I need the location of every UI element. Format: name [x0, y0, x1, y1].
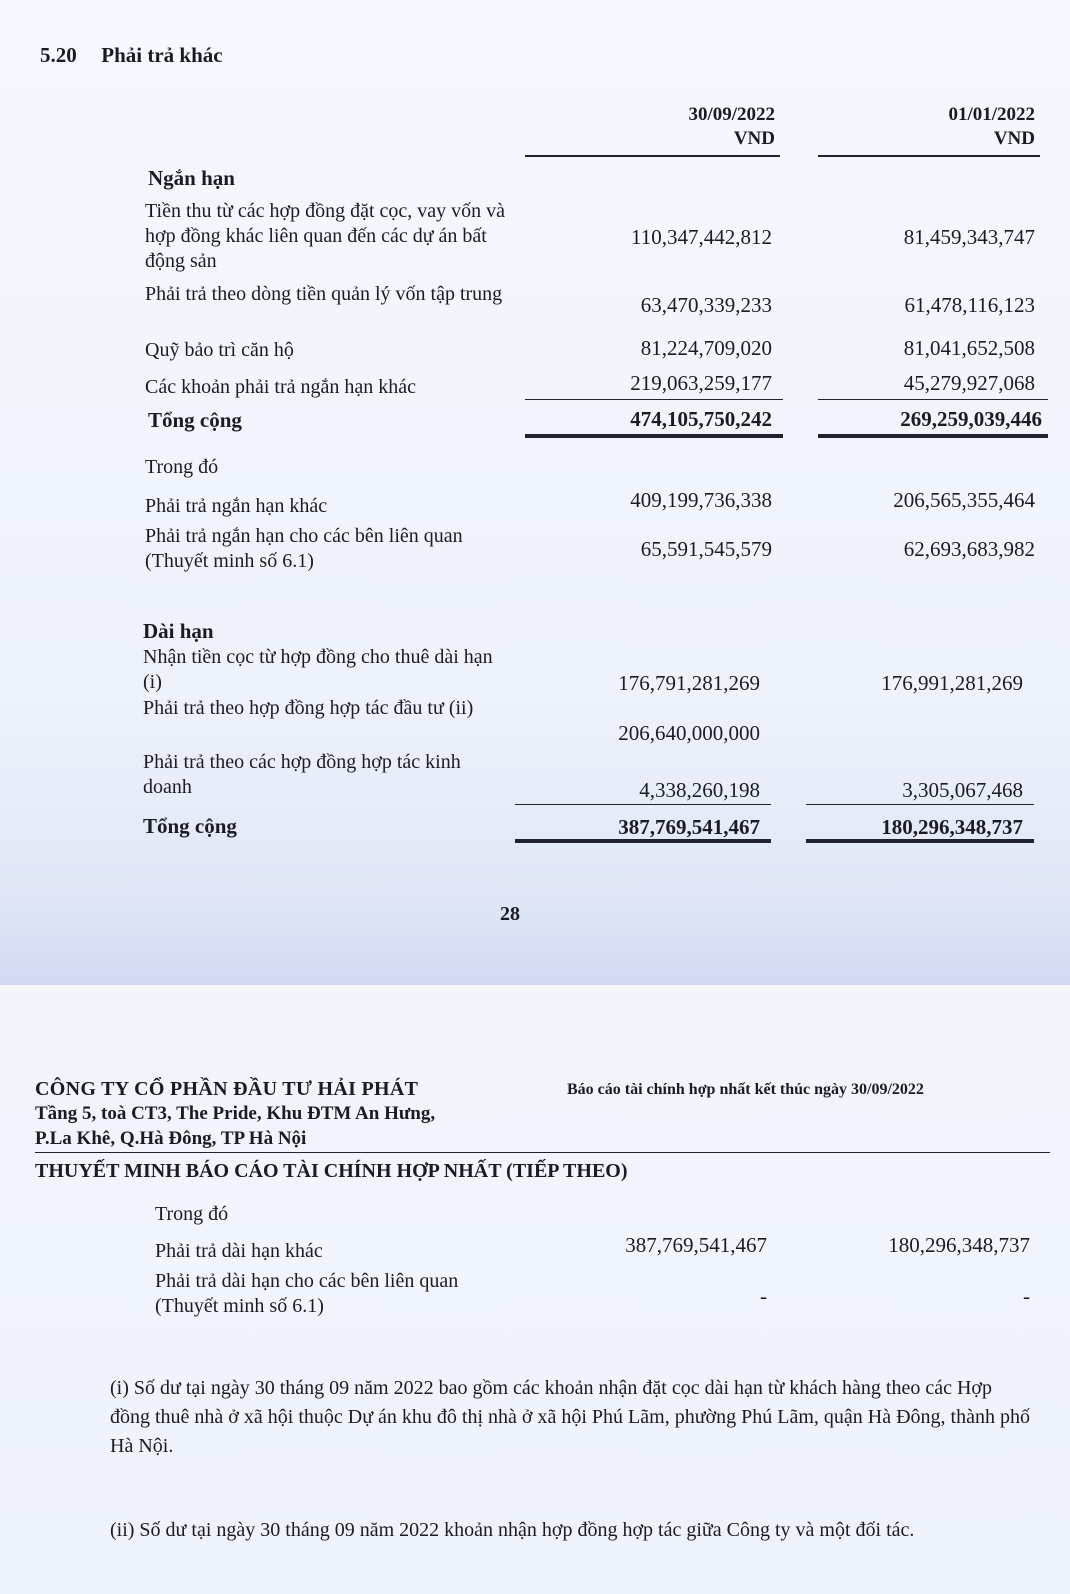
row-value: 81,041,652,508: [903, 336, 1035, 360]
page-29: [0, 1007, 1070, 1594]
total-value: 269,259,039,446: [900, 407, 1042, 431]
row-value: 409,199,736,338: [630, 488, 772, 512]
company-address-2: P.La Khê, Q.Hà Đông, TP Hà Nội: [35, 1128, 307, 1149]
row-value: 81,459,343,747: [903, 225, 1035, 249]
subtotal-rule: [818, 399, 1048, 400]
footnote-i: (i) Số dư tại ngày 30 tháng 09 năm 2022 bao gồm các khoản nhận đặt cọc dài hạn từ khách hàng theo các Hợp đồng thuê nhà ở xã hội thuộc Dự án khu đô thị nhà ở xã hội Phú Lãm, phường Phú Lãm, quận Hà Đông, thành phố Hà Nội.: [110, 1377, 1030, 1457]
subtotal-rule: [515, 804, 771, 805]
row-value: 61,478,116,123: [904, 293, 1035, 317]
row-label: Phải trả theo các hợp đồng hợp tác kinh doanh: [143, 751, 461, 798]
row-label: Phải trả dài hạn cho các bên liên quan (Thuyết minh số 6.1): [155, 1270, 459, 1317]
row-label: Quỹ bảo trì căn hộ: [145, 339, 294, 361]
short-term-heading: Ngắn hạn: [148, 166, 235, 190]
row-label: Nhận tiền cọc từ hợp đồng cho thuê dài hạn (i): [143, 646, 493, 693]
section-heading: [40, 43, 223, 68]
report-title: Báo cáo tài chính hợp nhất kết thúc ngày 30/09/2022: [567, 1081, 924, 1098]
total-rule: [525, 434, 783, 438]
long-term-heading: Dài hạn: [143, 619, 214, 643]
row-value: 45,279,927,068: [903, 371, 1035, 395]
header-rule: [818, 155, 1040, 157]
row-value: 81,224,709,020: [640, 336, 772, 360]
row-value: 62,693,683,982: [903, 537, 1035, 561]
subtotal-rule: [525, 399, 783, 400]
total-label: Tổng cộng: [148, 408, 242, 432]
row-label: Phải trả ngắn hạn cho các bên liên quan (Thuyết minh số 6.1): [145, 525, 463, 572]
header-rule: [35, 1152, 1050, 1153]
company-address-1: Tầng 5, toà CT3, The Pride, Khu ĐTM An Hưng,: [35, 1103, 436, 1124]
subtotal-rule: [806, 804, 1034, 805]
column-date: 01/01/2022: [948, 104, 1035, 125]
page-separator: [0, 985, 1070, 1007]
row-label: Tiền thu từ các hợp đồng đặt cọc, vay vốn và hợp đồng khác liên quan đến các dự án bất động sản: [145, 200, 506, 272]
row-value: 3,305,067,468: [902, 778, 1023, 802]
row-value: 176,991,281,269: [881, 671, 1023, 695]
row-value: 4,338,260,198: [639, 778, 760, 802]
header-rule: [525, 155, 780, 157]
total-value: 474,105,750,242: [630, 407, 772, 431]
row-label: Phải trả theo dòng tiền quản lý vốn tập trung: [145, 283, 503, 305]
total-value: 387,769,541,467: [618, 815, 760, 839]
row-value: -: [760, 1284, 767, 1308]
row-value: 387,769,541,467: [625, 1233, 767, 1257]
column-unit: VND: [733, 128, 775, 149]
row-value: -: [1023, 1284, 1030, 1308]
total-rule: [806, 839, 1034, 843]
row-value: 176,791,281,269: [618, 671, 760, 695]
company-name: CÔNG TY CỔ PHẦN ĐẦU TƯ HẢI PHÁT: [35, 1078, 419, 1100]
row-value: 206,640,000,000: [618, 721, 760, 745]
page-number: 28: [500, 903, 520, 925]
row-label: Phải trả theo hợp đồng hợp tác đầu tư (ii): [143, 697, 474, 719]
column-unit: VND: [993, 128, 1035, 149]
total-rule: [818, 434, 1048, 438]
row-label: Phải trả dài hạn khác: [155, 1240, 323, 1262]
section-number: 5.20: [40, 43, 77, 67]
row-value: 219,063,259,177: [630, 371, 772, 395]
row-value: 110,347,442,812: [631, 225, 772, 249]
section-title: Phải trả khác: [101, 43, 223, 67]
column-header-1: [560, 103, 775, 151]
column-header-2: [820, 103, 1035, 151]
row-label: Các khoản phải trả ngắn hạn khác: [145, 376, 417, 398]
footnote-ii: (ii) Số dư tại ngày 30 tháng 09 năm 2022 khoản nhận hợp đồng hợp tác giữa Công ty và một đối tác.: [110, 1519, 915, 1541]
notes-title: THUYẾT MINH BÁO CÁO TÀI CHÍNH HỢP NHẤT (TIẾP THEO): [35, 1160, 628, 1182]
of-which-label: Trong đó: [145, 456, 219, 478]
row-label: Phải trả ngắn hạn khác: [145, 495, 328, 517]
row-value: 206,565,355,464: [893, 488, 1035, 512]
total-value: 180,296,348,737: [881, 815, 1023, 839]
column-date: 30/09/2022: [688, 104, 775, 125]
row-value: 63,470,339,233: [640, 293, 772, 317]
total-rule: [515, 839, 771, 843]
total-label: Tổng cộng: [143, 814, 237, 838]
of-which-label: Trong đó: [155, 1203, 229, 1225]
row-value: 65,591,545,579: [640, 537, 772, 561]
row-value: 180,296,348,737: [888, 1233, 1030, 1257]
